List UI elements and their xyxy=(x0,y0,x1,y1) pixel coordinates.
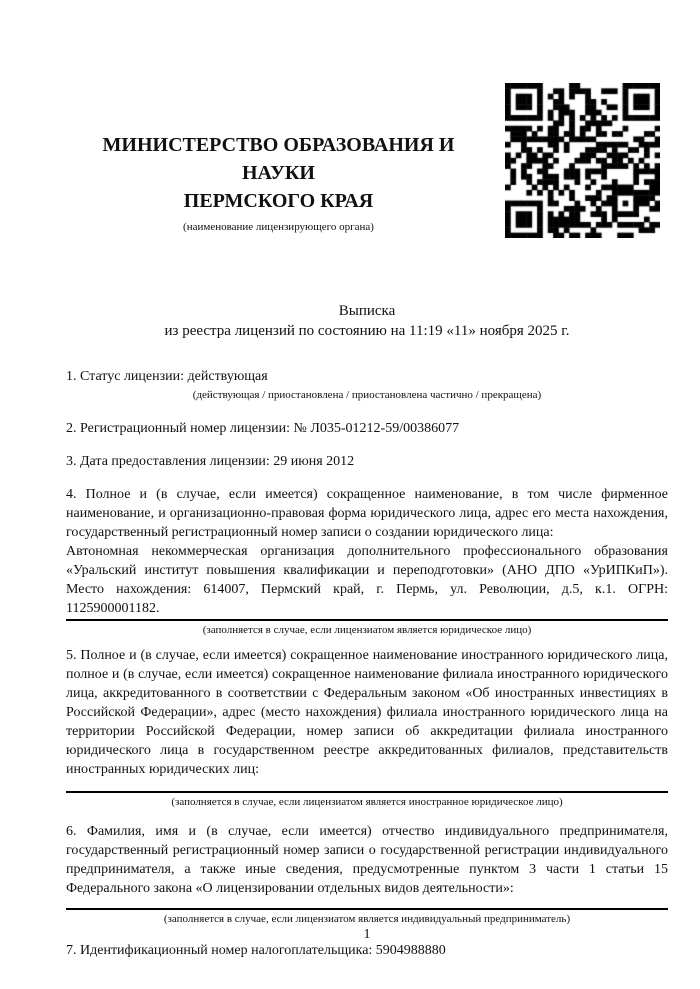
document-title-line2: из реестра лицензий по состоянию на 11:19 «11» ноября 2025 г. xyxy=(164,322,570,339)
field-license-status-caption: (действующая / приостановлена / приостановлена частично / прекращена) xyxy=(192,389,542,401)
licensing-authority-block xyxy=(66,131,491,234)
field-foreign-entity-label: 5. Полное и (в случае, если имеется) сокращенное наименование иностранного юридического лица, полное и (в случае, если имеется) сокращенное наименование филиала иностранного юридического лица, аккредитованного в соответствии с Федеральным законом «Об иностранных инвестициях в Российской Федерации», адрес (место нахождения) филиала иностранного юридического лица на территории Российской Федерации, номер записи об аккредитации филиала иностранного юридического лица в государственном реестре аккредитованных филиалов, представительств иностранных юридических лиц: xyxy=(66,648,668,777)
qr-code-icon xyxy=(505,83,660,238)
field-legal-entity-caption: (заполняется в случае, если лицензиатом является юридическое лицо) xyxy=(202,624,532,636)
field-individual-entrepreneur-label: 6. Фамилия, имя и (в случае, если имеется) отчество индивидуального предпринимателя, государственный регистрационный номер записи о государственной регистрации индивидуального предпринимателя, а также иные сведения, предусмотренные пунктом 3 части 1 статьи 15 Федерального закона «О лицензировании отдельных видов деятельности»: xyxy=(66,824,668,896)
field-grant-date: 3. Дата предоставления лицензии: 29 июня 2012 xyxy=(66,454,355,469)
field-foreign-entity-caption: (заполняется в случае, если лицензиатом является иностранное юридическое лицо) xyxy=(171,796,563,808)
field-legal-entity-label: 4. Полное и (в случае, если имеется) сокращенное наименование, в том числе фирменное наименование, и организационно-правовая форма юридического лица, адрес его места нахождения, государственный регистрационный номер записи о создании юридического лица: xyxy=(66,487,668,540)
field-legal-entity-value: Автономная некоммерческая организация дополнительного профессионального образования «Уральский институт повышения квалификации и переподготовки» (АНО ДПО «УрИПКиП»). Место нахождения: 614007, Пермский край, г. Пермь, ул. Революции, д.5, к.1. ОГРН: 1125900001182. xyxy=(66,544,668,616)
licensing-authority-name xyxy=(66,131,491,215)
ministry-name-line2: ПЕРМСКОГО КРАЯ xyxy=(183,190,374,212)
ministry-name-line1: МИНИСТЕРСТВО ОБРАЗОВАНИЯ И НАУКИ xyxy=(102,134,455,184)
document-body xyxy=(66,367,668,960)
field-registration-number: 2. Регистрационный номер лицензии: № Л035-01212-59/00386077 xyxy=(66,421,460,436)
page-number: 1 xyxy=(363,927,371,942)
field-individual-entrepreneur-underline xyxy=(66,908,668,910)
field-legal-entity-underline xyxy=(66,619,668,621)
field-taxpayer-number: 7. Идентификационный номер налогоплательщика: 5904988880 xyxy=(66,943,446,958)
field-foreign-entity-underline xyxy=(66,791,668,793)
field-license-status: 1. Статус лицензии: действующая xyxy=(66,369,268,384)
document-title-line1: Выписка xyxy=(338,303,396,319)
licensing-authority-caption: (наименование лицензирующего органа) xyxy=(183,221,374,233)
field-individual-entrepreneur-caption: (заполняется в случае, если лицензиатом является индивидуальный предприниматель) xyxy=(163,913,571,925)
